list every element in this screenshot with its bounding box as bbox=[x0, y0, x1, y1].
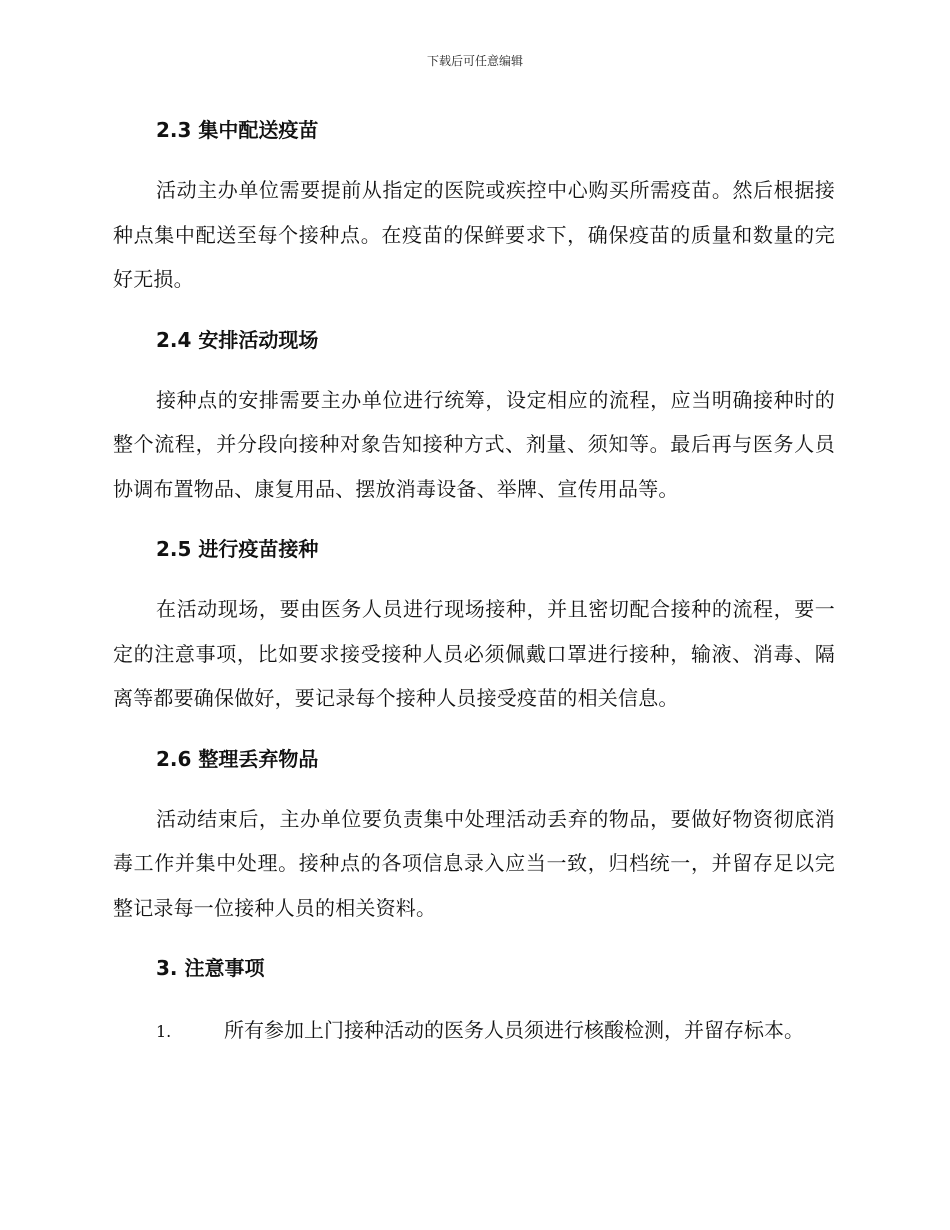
list-item-text: 所有参加上门接种活动的医务人员须进行核酸检测，并留存标本。 bbox=[224, 1018, 804, 1042]
section-heading-2-4: 2.4 安排活动现场 bbox=[156, 327, 319, 352]
section-heading-2-5: 2.5 进行疫苗接种 bbox=[156, 537, 319, 561]
section-paragraph-2-4: 接种点的安排需要主办单位进行统筹，设定相应的流程，应当明确接种时的整个流程，并分段向接种对象告知接种方式、剂量、须知等。最后再与医务人员协调布置物品、康复用品、摆放消毒设备、举牌、宣传用品等。 bbox=[113, 387, 835, 501]
section-heading-2-6: 2.6 整理丢弃物品 bbox=[156, 746, 319, 771]
section-paragraph-2-5: 在活动现场，要由医务人员进行现场接种，并且密切配合接种的流程，要一定的注意事项，比如要求接受接种人员必须佩戴口罩进行接种，输液、消毒、隔离等都要确保做好，要记录每个接种人员接受疫苗的相关信息。 bbox=[113, 597, 835, 710]
list-item-number: 1. bbox=[156, 1022, 172, 1041]
section-paragraph-2-3: 活动主办单位需要提前从指定的医院或疾控中心购买所需疫苗。然后根据接种点集中配送至每个接种点。在疫苗的保鲜要求下，确保疫苗的质量和数量的完好无损。 bbox=[113, 178, 835, 291]
section-heading-2-3: 2.3 集中配送疫苗 bbox=[156, 118, 319, 142]
section-paragraph-2-6: 活动结束后，主办单位要负责集中处理活动丢弃的物品，要做好物资彻底消毒工作并集中处理。接种点的各项信息录入应当一致，归档统一，并留存足以完整记录每一位接种人员的相关资料。 bbox=[113, 806, 835, 920]
document-body bbox=[113, 108, 835, 1056]
list-item bbox=[113, 1006, 835, 1056]
page-header: 下载后可任意编辑 bbox=[426, 54, 523, 68]
notes-heading: 3. 注意事项 bbox=[156, 956, 265, 980]
